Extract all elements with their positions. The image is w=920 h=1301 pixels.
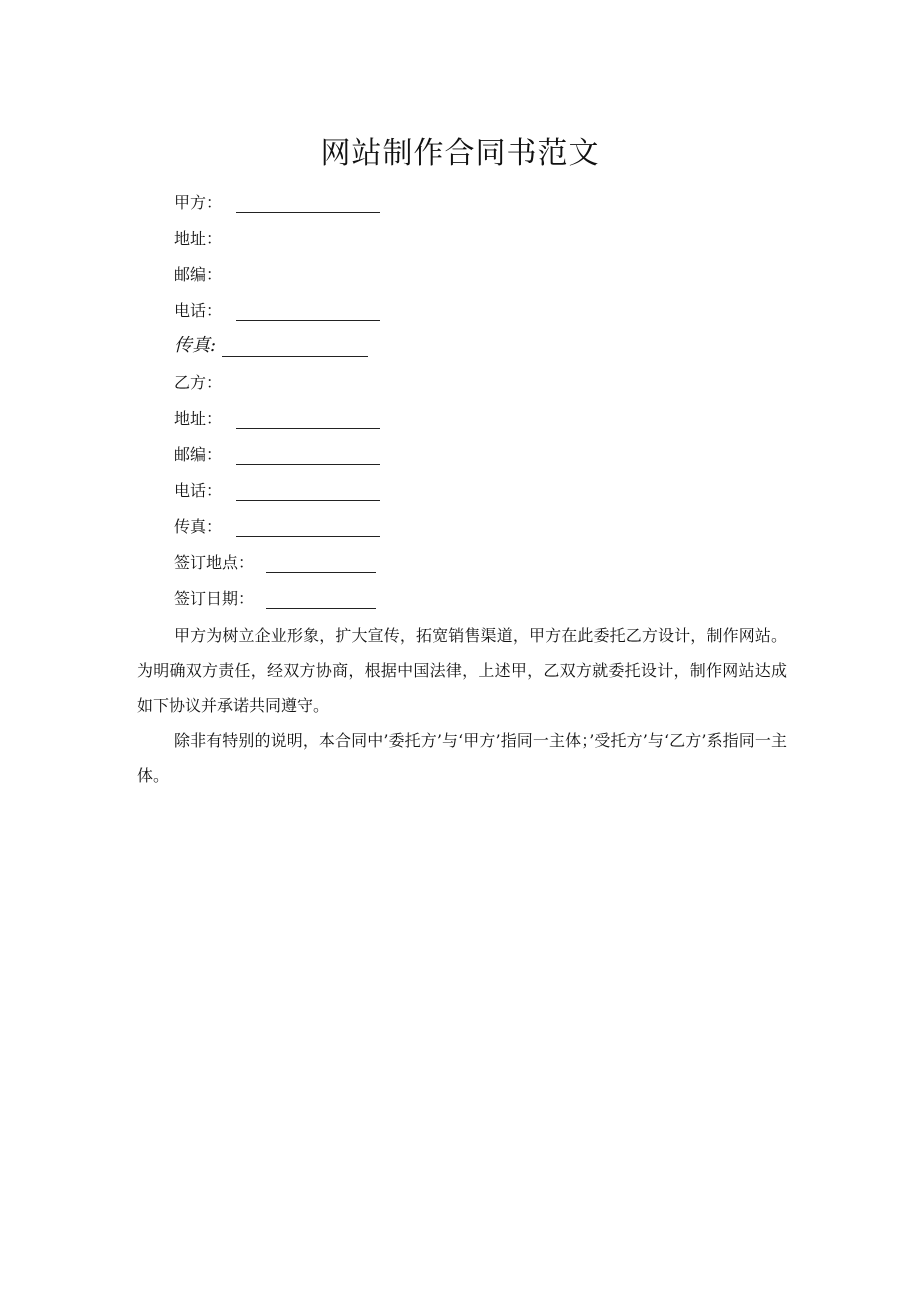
party-b-phone-row — [174, 477, 380, 501]
party-b-name-row — [174, 369, 222, 393]
party-a-address-label: 地址： — [174, 229, 223, 248]
signing-date-blank[interactable] — [266, 590, 376, 609]
signing-place-row — [174, 549, 376, 573]
party-a-phone-label: 电话： — [174, 301, 223, 320]
party-a-address-row — [174, 225, 222, 249]
party-b-postcode-blank[interactable] — [236, 446, 380, 465]
party-b-fax-label: 传真： — [174, 517, 223, 536]
signing-date-label: 签订日期： — [174, 589, 255, 608]
signing-date-row — [174, 585, 376, 609]
party-b-postcode-label: 邮编： — [174, 445, 223, 464]
party-b-phone-label: 电话： — [174, 481, 223, 500]
party-a-name-row — [174, 189, 380, 213]
party-b-address-label: 地址： — [174, 409, 223, 428]
party-b-address-row — [174, 405, 380, 429]
party-b-name-label: 乙方： — [174, 373, 223, 392]
party-b-postcode-row — [174, 441, 380, 465]
signing-place-blank[interactable] — [266, 554, 376, 573]
intro-paragraph: 甲方为树立企业形象，扩大宣传，拓宽销售渠道，甲方在此委托乙方设计，制作网站。为明确双方责任，经双方协商，根据中国法律，上述甲，乙双方就委托设计，制作网站达成如下协议并承诺共同遵守。 — [137, 626, 787, 715]
signing-place-label: 签订地点： — [174, 553, 255, 572]
party-a-postcode-label: 邮编： — [174, 265, 223, 284]
party-b-address-blank[interactable] — [236, 410, 380, 429]
party-a-name-blank[interactable] — [236, 194, 380, 213]
party-a-fax-row — [174, 333, 368, 357]
party-a-postcode-row — [174, 261, 222, 285]
page-title: 网站制作合同书范文 — [320, 136, 600, 171]
party-b-fax-blank[interactable] — [236, 518, 380, 537]
party-a-phone-row — [174, 297, 380, 321]
party-a-phone-blank[interactable] — [236, 302, 380, 321]
party-a-fax-blank[interactable] — [222, 338, 368, 357]
party-b-phone-blank[interactable] — [236, 482, 380, 501]
party-a-fax-label: 传真: — [174, 335, 217, 356]
party-a-name-label: 甲方： — [174, 193, 223, 212]
definitions-paragraph: 除非有特别的说明，本合同中’委托方’与‘甲方’指同一主体；’受托方’与‘乙方’系指同一主体。 — [137, 731, 787, 785]
party-b-fax-row — [174, 513, 380, 537]
